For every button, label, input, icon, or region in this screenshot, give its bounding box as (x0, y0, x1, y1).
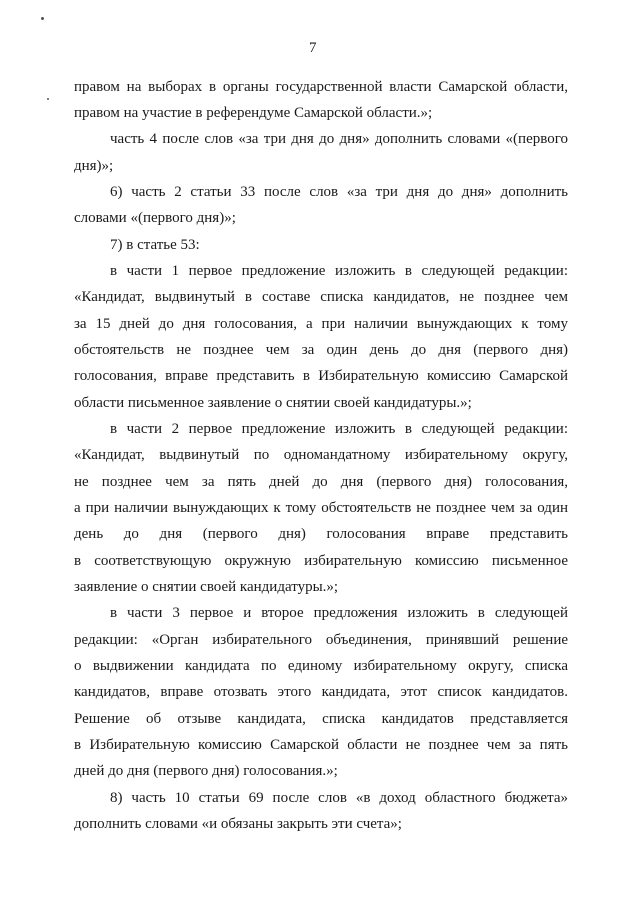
text-line: дополнить словами «и обязаны закрыть эти счета»; (74, 816, 402, 832)
text-line: обстоятельств не позднее чем за один день до дня (первого дня) (74, 342, 568, 358)
text-line: 7) в статье 53: (110, 237, 200, 253)
text-line: Решение об отзыве кандидата, списка кандидатов представляется (74, 711, 568, 727)
text-line: правом на участие в референдуме Самарской области.»; (74, 105, 433, 121)
text-line: часть 4 после слов «за три дня до дня» дополнить словами «(первого (110, 131, 568, 147)
text-line: словами «(первого дня)»; (74, 210, 236, 226)
text-line: «Кандидат, выдвинутый в составе списка кандидатов, не позднее чем (74, 289, 568, 305)
text-line: в Избирательную комиссию Самарской области не позднее чем за пять (74, 737, 568, 753)
text-line: 8) часть 10 статьи 69 после слов «в доход областного бюджета» (110, 790, 568, 806)
text-line: в части 3 первое и второе предложения изложить в следующей (110, 605, 568, 621)
text-line: области письменное заявление о снятии своей кандидатуры.»; (74, 395, 472, 411)
text-line: «Кандидат, выдвинутый по одномандатному избирательному округу, (74, 447, 568, 463)
text-line: дней до дня (первого дня) голосования.»; (74, 763, 338, 779)
text-line: заявление о снятии своей кандидатуры.»; (74, 579, 339, 595)
text-line: не позднее чем за пять дней до дня (первого дня) голосования, (74, 474, 568, 490)
text-line: в части 2 первое предложение изложить в следующей редакции: (110, 421, 568, 437)
text-line: дня)»; (74, 158, 114, 174)
text-line: а при наличии вынуждающих к тому обстоятельств не позднее чем за один (74, 500, 568, 516)
text-line: правом на выборах в органы государственной власти Самарской области, (74, 79, 568, 95)
page-number: 7 (309, 40, 317, 56)
text-line: редакции: «Орган избирательного объединения, принявший решение (74, 632, 568, 648)
text-line: день до дня (первого дня) голосования вправе представить (74, 526, 568, 542)
scan-speck (47, 98, 49, 100)
text-line: голосования, вправе представить в Избирательную комиссию Самарской (74, 368, 568, 384)
text-line: в части 1 первое предложение изложить в следующей редакции: (110, 263, 568, 279)
text-line: о выдвижении кандидата по единому избирательному округу, списка (74, 658, 568, 674)
text-line: 6) часть 2 статьи 33 после слов «за три дня до дня» дополнить (110, 184, 568, 200)
scan-speck (41, 17, 44, 20)
text-line: кандидатов, вправе отозвать этого кандидата, этот список кандидатов. (74, 684, 568, 700)
text-line: за 15 дней до дня голосования, а при наличии вынуждающих к тому (74, 316, 568, 332)
text-line: в соответствующую окружную избирательную комиссию письменное (74, 553, 568, 569)
